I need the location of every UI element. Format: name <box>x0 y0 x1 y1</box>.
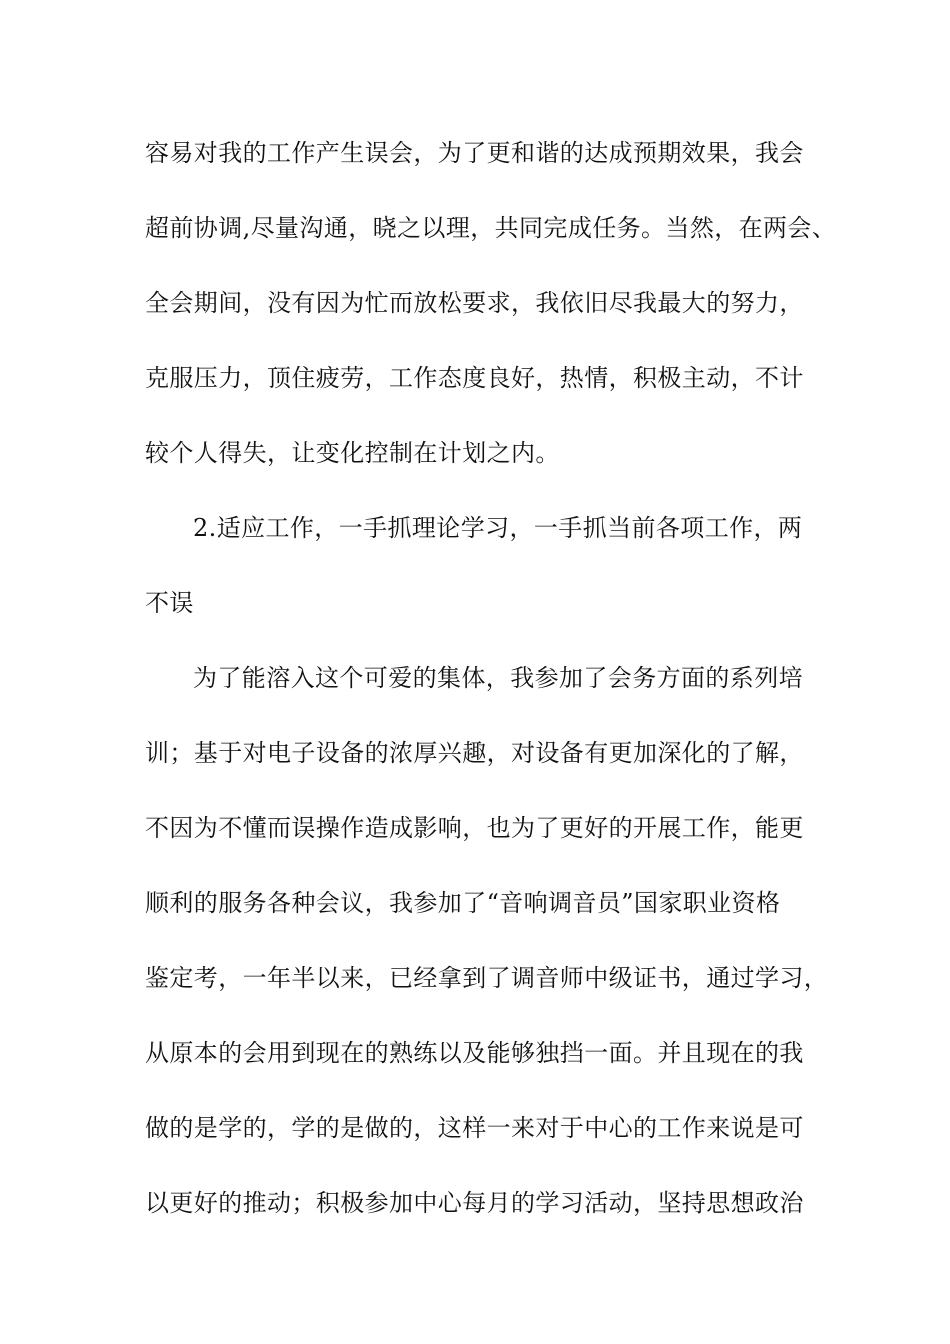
text-line-5: 较个人得失，让变化控制在计划之内。 <box>145 439 560 467</box>
text-line-12: 鉴定考，一年半以来，已经拿到了调音师中级证书，通过学习， <box>145 964 829 992</box>
text-line-2: 超前协调,尽量沟通，晓之以理，共同完成任务。当然，在两会、 <box>145 214 837 242</box>
text-line-14: 做的是学的，学的是做的，这样一来对于中心的工作来说是可 <box>145 1114 804 1142</box>
section-heading-line-1: 2.适应工作，一手抓理论学习，一手抓当前各项工作，两 <box>193 514 803 542</box>
text-line-8: 为了能溶入这个可爱的集体，我参加了会务方面的系列培 <box>193 664 803 692</box>
text-line-11: 顺利的服务各种会议，我参加了“音响调音员”国家职业资格 <box>145 889 781 917</box>
text-line-9: 训；基于对电子设备的浓厚兴趣，对设备有更加深化的了解， <box>145 739 804 767</box>
text-line-15: 以更好的推动；积极参加中心每月的学习活动，坚持思想政治 <box>145 1189 804 1217</box>
text-line-13: 从原本的会用到现在的熟练以及能够独挡一面。并且现在的我 <box>145 1039 804 1067</box>
text-line-1: 容易对我的工作产生误会，为了更和谐的达成预期效果，我会 <box>145 139 804 167</box>
section-heading-line-2: 不误 <box>145 589 194 617</box>
text-line-4: 克服压力，顶住疲劳，工作态度良好，热情，积极主动，不计 <box>145 364 804 392</box>
text-line-3: 全会期间，没有因为忙而放松要求，我依旧尽我最大的努力， <box>145 289 804 317</box>
text-line-10: 不因为不懂而误操作造成影响，也为了更好的开展工作，能更 <box>145 814 804 842</box>
